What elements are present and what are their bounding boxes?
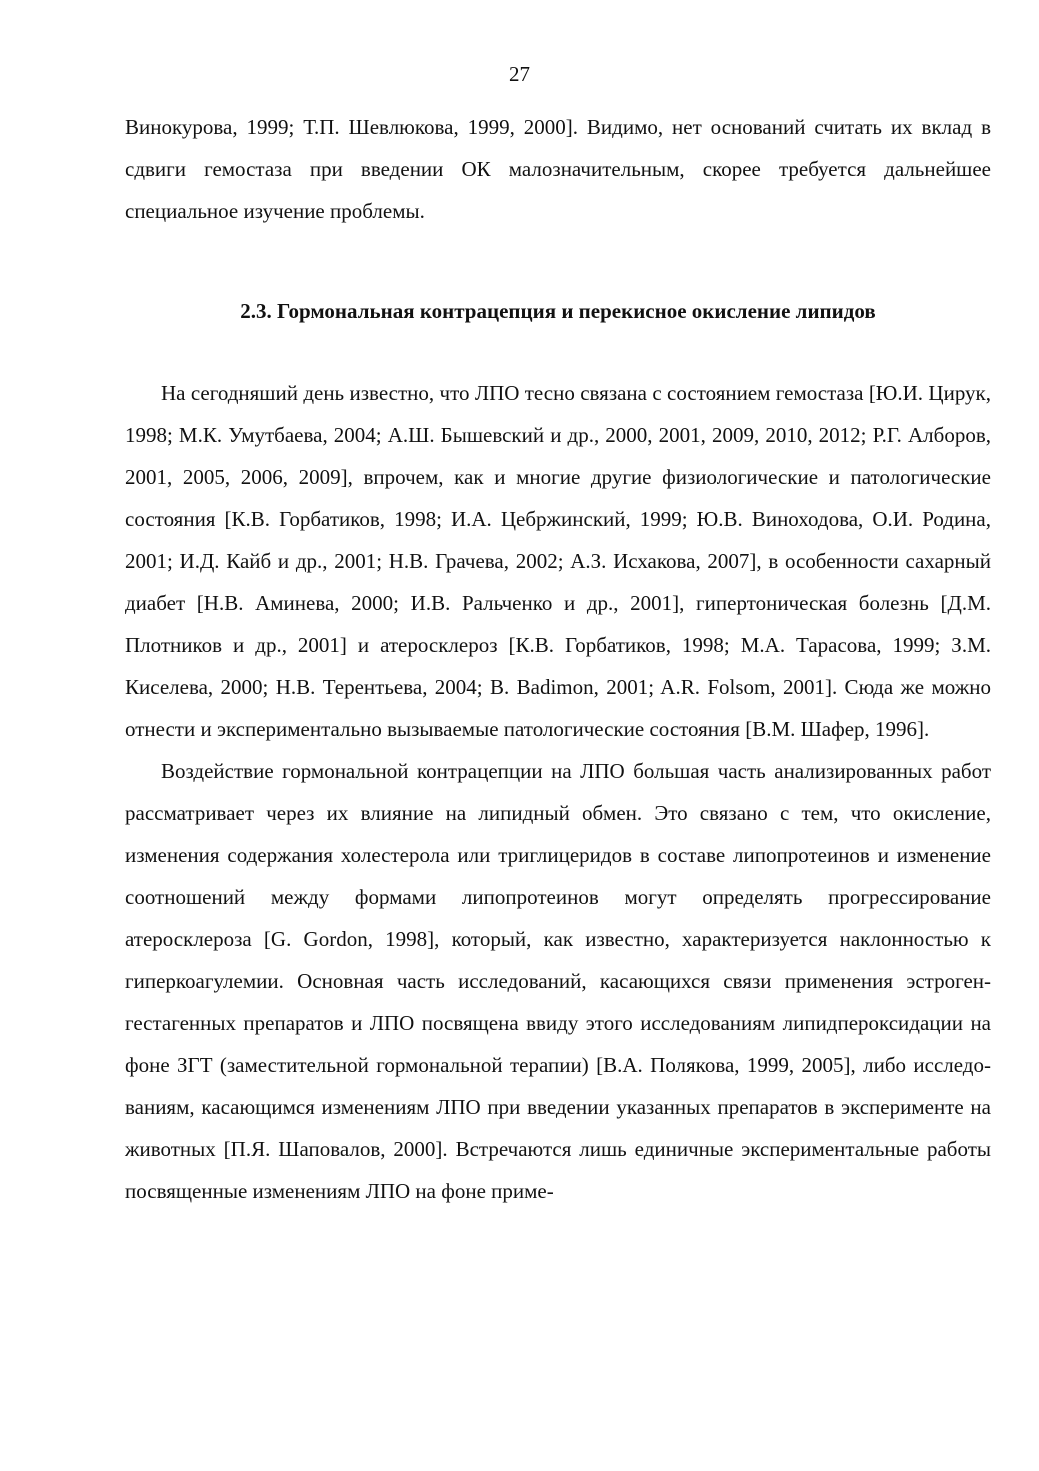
section-heading: 2.3. Гормональная контрацепция и перекисное окисление липидов — [240, 299, 876, 323]
paragraph-lpo-hemostasis: На сегодняший день известно, что ЛПО тесно связана с состоянием гемостаза [Ю.И. Цирук, 1998; М.К. Умутбаева, 2004; А.Ш. Бышевский и др., 2000, 2001, 2009, 2010, 2012; Р.Г. Алборов, 2001, 2005, 2006, 2009], впрочем, как и многие другие физиологические и патологические состояния [К.В. Горбатиков, 1998; И.А. Цебржинский, 1999; Ю.В. Виноходова, О.И. Родина, 2001; И.Д. Кайб и др., 2001; Н.В. Грачева, 2002; А.З. Исхакова, 2007], в особенности сахарный диабет [Н.В. Аминева, 2000; И.В. Ральченко и др., 2001], гипертоническая болезнь [Д.М. Плотников и др., 2001] и атеросклероз [К.В. Горбатиков, 1998; М.А. Тарасова, 1999; З.М. Киселева, 2000; Н.В. Терентьева, 2004; B. Badimon, 2001; A.R. Folsom, 2001]. Сюда же можно отнести и экспериментально вызываемые патологические состояния [В.М. Шафер, 1996]. — [125, 381, 991, 741]
page-number: 27 — [509, 62, 530, 86]
document-body — [125, 106, 991, 1212]
paragraph-hormonal-contraception: Воздействие гормональной контрацепции на ЛПО большая часть анализированных работ рассматривает через их влияние на липидный обмен. Это связано с тем, что окисление, изменения содержания холестерола или триглицеридов в составе липопротеинов и изменение соотношений между формами липопротеинов могут определять прогрессирование атеросклероза [G. Gordon, 1998], который, как известно, характеризуется наклонностью к гиперкоагулемии. Основная часть исследований, касающихся связи применения эстроген-гестагенных препаратов и ЛПО посвящена ввиду этого исследованиям липидпероксидации на фоне ЗГТ (заместительной гормональной терапии) [В.А. Полякова, 1999, 2005], либо исследованиям, касающимся изменениям ЛПО при введении указанных препаратов в эксперименте на животных [П.Я. Шаповалов, 2000]. Встречаются лишь единичные экспериментальные работы посвященные изменениям ЛПО на фоне приме- — [125, 759, 991, 1203]
paragraph-continuation: Винокурова, 1999; Т.П. Шевлюкова, 1999, 2000]. Видимо, нет оснований считать их вклад в сдвиги гемостаза при введении ОК малозначительным, скорее требуется дальнейшее специальное изучение проблемы. — [125, 115, 991, 223]
